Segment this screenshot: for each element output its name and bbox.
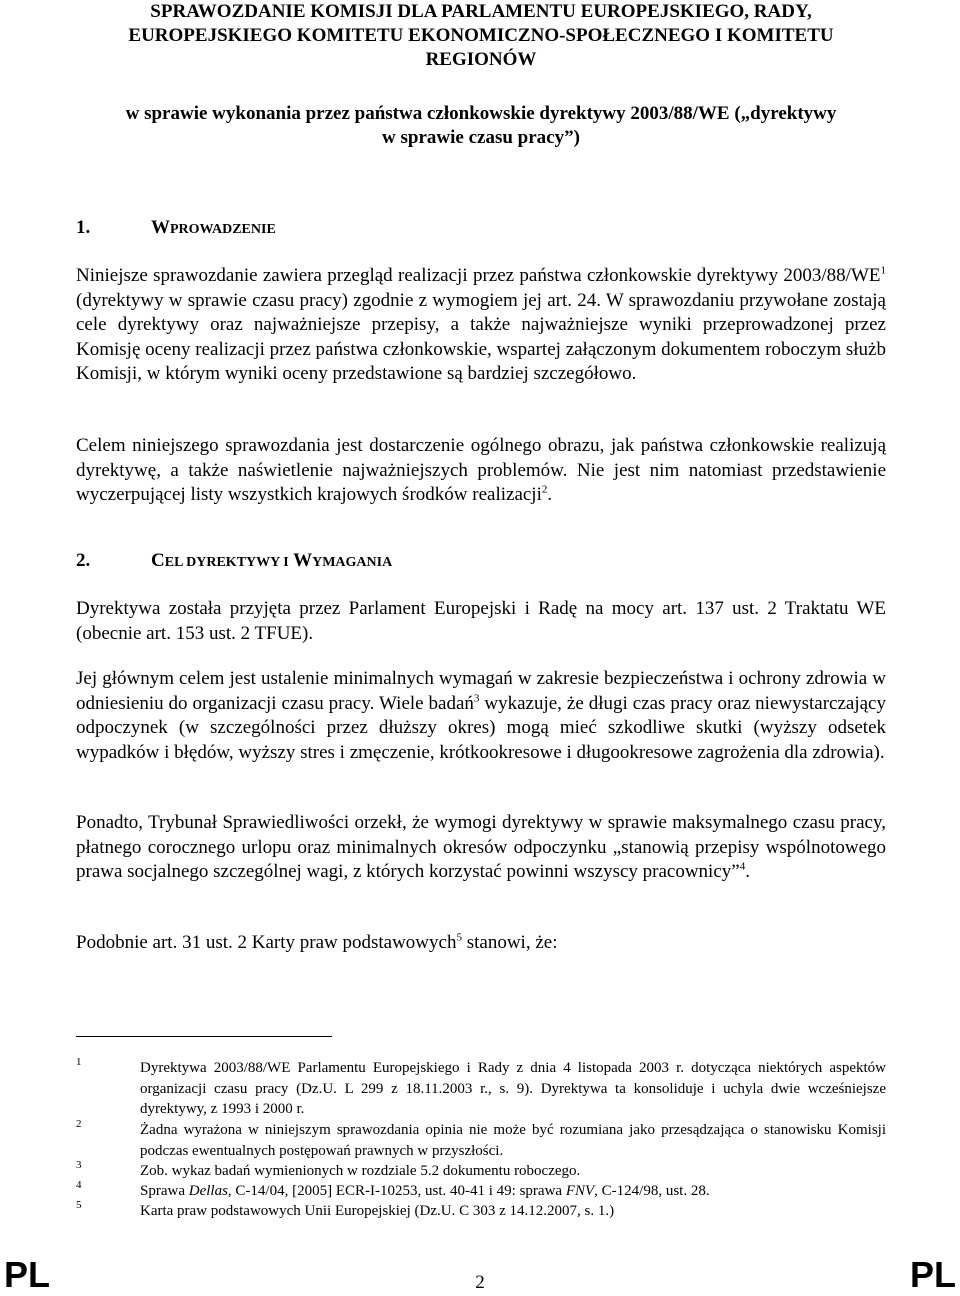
section-2-heading: 2. CEL DYREKTYWY I WYMAGANIA [76, 550, 393, 571]
footnote-ref-3[interactable]: 3 [473, 692, 480, 705]
footnote-ref-4[interactable]: 4 [739, 860, 746, 873]
title-line-3: REGIONÓW [425, 49, 537, 70]
footnote-2 [76, 1120, 886, 1161]
footnote-text: Sprawa Dellas, C-14/04, [2005] ECR-I-10253, ust. 40-41 i 49: sprawa FNV, C-124/98, ust. 28. [140, 1183, 710, 1199]
section-1-number: 1. [76, 217, 91, 238]
footnote-ref-1[interactable]: 1 [880, 264, 886, 277]
footnote-text: Żadna wyrażona w niniejszym sprawozdania opinia nie może być rozumiana jako przesądzająca o stanowisku Komisji podczas ewentualnych postępowań prawnych w przyszłości. [140, 1122, 886, 1159]
footnote-number: 1 [76, 1056, 82, 1068]
footnote-number: 4 [76, 1179, 82, 1191]
section-2-number: 2. [76, 550, 91, 571]
footnote-1 [76, 1058, 886, 1120]
language-code-right: PL [909, 1254, 956, 1295]
footnote-ref-5[interactable]: 5 [456, 931, 462, 944]
section-2-paragraph-2: Jej głównym celem jest ustalenie minimalnych wymagań w zakresie bezpieczeństwa i ochrony zdrowia w odniesieniu do organizacji czasu pracy. Wiele badań$^3$ wykazuje, że długi czas pracy oraz niewystarczający odpoczynek (w szczególności przez dłuższy okres) mogą mieć szkodliwe skutki (wyższy odsetek wypadków i błędów, wyższy stres i zmęczenie, krótkookresowe i długookresowe zagrożenia dla zdrowia). [76, 668, 886, 763]
footnote-ref-2[interactable]: 2 [541, 483, 548, 496]
footnote-text: Zob. wykaz badań wymienionych w rozdziale 5.2 dokumentu roboczego. [140, 1163, 581, 1179]
section-2-paragraph-4: Podobnie art. 31 ust. 2 Karty praw podstawowych$^5$ stanowi, że: [76, 931, 558, 953]
footnote-separator [76, 1036, 332, 1037]
page-number: 2 [475, 1272, 485, 1293]
section-1-heading [76, 217, 276, 239]
subtitle-line-2: w sprawie czasu pracy”) [382, 127, 580, 148]
footnote-3 [76, 1161, 886, 1182]
footnote-text: Karta praw podstawowych Unii Europejskiej (Dz.U. C 303 z 14.12.2007, s. 1.) [140, 1203, 615, 1219]
section-1-title-initial: W [151, 217, 170, 238]
document-title [76, 0, 886, 72]
section-2-paragraph-1: Dyrektywa została przyjęta przez Parlament Europejski i Radę na mocy art. 137 ust. 2 Traktatu WE (obecnie art. 153 ust. 2 TFUE). [76, 598, 886, 644]
document-subtitle [76, 102, 886, 150]
title-line-1: SPRAWOZDANIE KOMISJI DLA PARLAMENTU EUROPEJSKIEGO, RADY, [150, 1, 812, 22]
footnote-text: Dyrektywa 2003/88/WE Parlamentu Europejskiego i Rady z dnia 4 listopada 2003 r. dotycząca niektórych aspektów organizacji czasu pracy (Dz.U. L 299 z 18.11.2003 r., s. 9). Dyrektywa ta konsoliduje i uchyla dwie wcześniejsze dyrektywy, z 1993 i 2000 r. [140, 1060, 886, 1117]
section-1-title-rest: PROWADZENIE [170, 222, 276, 237]
section-1-paragraph-2: Celem niniejszego sprawozdania jest dostarczenie ogólnego obrazu, jak państwa członkowskie realizują dyrektywę, a także naświetlenie najważniejszych problemów. Nie jest nim natomiast przedstawienie wyczerpującej listy wszystkich krajowych środków realizacji$^2$. [76, 435, 886, 505]
footnote-number: 5 [76, 1199, 82, 1211]
footnote-4 [76, 1181, 886, 1202]
footnote-5 [76, 1201, 886, 1222]
footnote-number: 2 [76, 1118, 82, 1130]
footnote-number: 3 [76, 1159, 82, 1171]
language-code-left: PL [4, 1254, 51, 1295]
section-1-paragraph-1: Niniejsze sprawozdanie zawiera przegląd realizacji przez państwa członkowskie dyrektywy $2003/88/WE^1$ (dyrektywy w sprawie czasu pracy) zgodnie z wymogiem jej art. 24. W sprawozdaniu przywołane zostają cele dyrektywy oraz najważniejsze przepisy, a także najważniejsze wyniki przeprowadzonej przez Komisję oceny realizacji przez państwa członkowskie, wspartej załączonym dokumentem roboczym służb Komisji, w którym wyniki oceny przedstawione są bardziej szczegółowo. [76, 264, 886, 384]
subtitle-line-1: w sprawie wykonania przez państwa członkowskie dyrektywy 2003/88/WE („dyrektywy [125, 103, 837, 124]
section-2-paragraph-3: Ponadto, Trybunał Sprawiedliwości orzekł, że wymogi dyrektywy w sprawie maksymalnego czasu pracy, płatnego corocznego urlopu oraz minimalnych okresów odpoczynku „stanowią przepisy wspólnotowego prawa socjalnego szczególnej wagi, z których korzystać powinni wszyscy pracownicy”$^4$. [76, 812, 886, 882]
title-line-2: EUROPEJSKIEGO KOMITETU EKONOMICZNO-SPOŁECZNEGO I KOMITETU [128, 25, 834, 46]
